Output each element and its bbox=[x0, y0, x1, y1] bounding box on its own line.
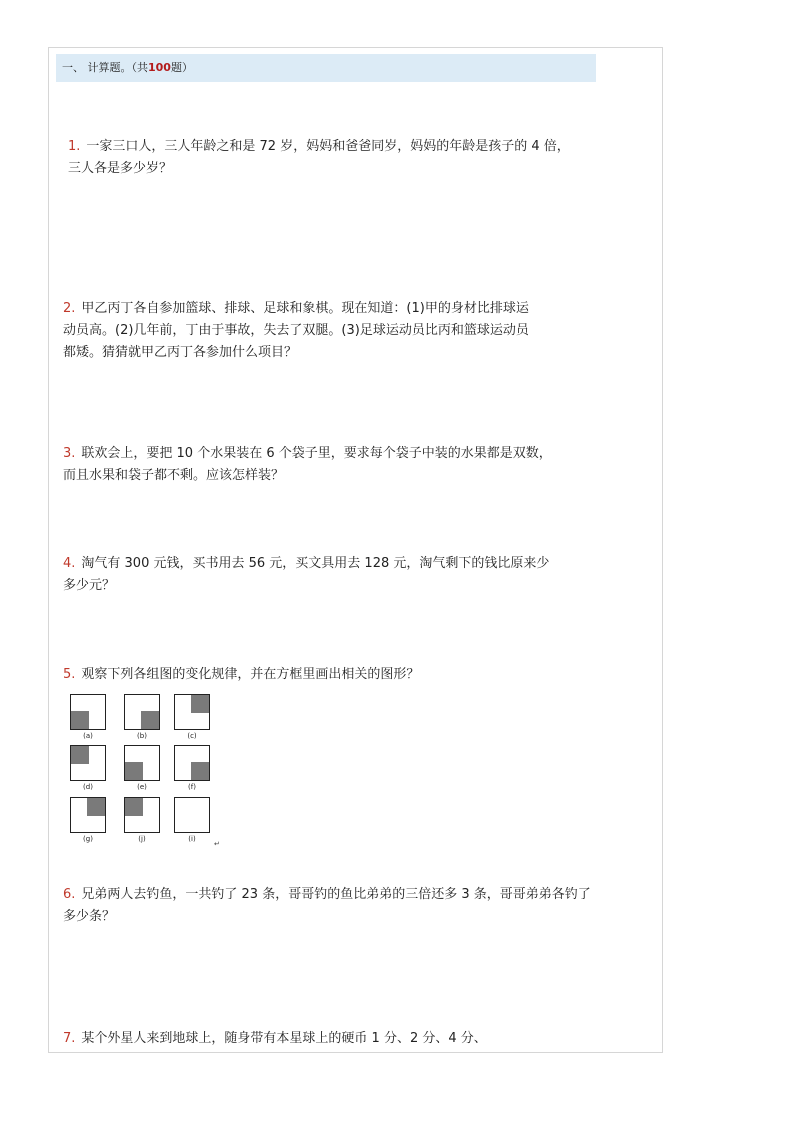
question-text-line: 都矮。猜猜就甲乙丙丁各参加什么项目？ bbox=[63, 345, 298, 360]
pattern-square bbox=[70, 694, 106, 730]
section-header-prefix: 一、 计算题。（共 bbox=[62, 61, 148, 74]
question-1 bbox=[68, 136, 570, 180]
question-number: 3. bbox=[63, 446, 76, 461]
figure-caption: (g) bbox=[83, 835, 93, 843]
question-text-line: 多少条？ bbox=[63, 909, 116, 924]
question-number: 7. bbox=[63, 1031, 76, 1046]
shaded-corner bbox=[71, 746, 89, 764]
question-6 bbox=[63, 884, 591, 928]
section-header bbox=[56, 54, 596, 82]
shaded-corner bbox=[87, 798, 105, 816]
shaded-corner bbox=[191, 762, 209, 780]
figure-caption: (b) bbox=[137, 732, 147, 740]
section-header-suffix: 题） bbox=[170, 61, 193, 74]
figure-caption: (e) bbox=[137, 783, 147, 791]
question-count: 100 bbox=[148, 61, 171, 74]
pattern-square bbox=[174, 745, 210, 781]
figure-caption: (a) bbox=[83, 732, 93, 740]
question-text-line: 某个外星人来到地球上，随身带有本星球上的硬币 1 分、2 分、4 分、 bbox=[81, 1031, 487, 1046]
question-5 bbox=[63, 664, 419, 686]
shaded-corner bbox=[125, 798, 143, 816]
shaded-corner bbox=[141, 711, 159, 729]
shaded-corner bbox=[71, 711, 89, 729]
question-number: 6. bbox=[63, 887, 76, 902]
figure-caption: (i) bbox=[188, 835, 196, 843]
question-text-line: 联欢会上，要把 10 个水果装在 6 个袋子里，要求每个袋子中装的水果都是双数， bbox=[81, 446, 552, 461]
question-2 bbox=[63, 298, 529, 364]
shaded-corner bbox=[191, 695, 209, 713]
pattern-square bbox=[174, 694, 210, 730]
question-text-line: 兄弟两人去钓鱼，一共钓了 23 条，哥哥钓的鱼比弟弟的三倍还多 3 条，哥哥弟弟各钓了 bbox=[81, 887, 591, 902]
question-text-line: 而且水果和袋子都不剩。应该怎样装？ bbox=[63, 468, 285, 483]
answer-box bbox=[174, 797, 210, 833]
pattern-figure bbox=[68, 692, 218, 852]
question-text-line: 三人各是多少岁？ bbox=[68, 161, 173, 176]
pattern-square bbox=[70, 797, 106, 833]
question-number: 2. bbox=[63, 301, 76, 316]
figure-caption: (f) bbox=[188, 783, 196, 791]
question-text-line: 淘气有 300 元钱，买书用去 56 元，买文具用去 128 元，淘气剩下的钱比原来少 bbox=[81, 556, 550, 571]
question-text-line: 观察下列各组图的变化规律，并在方框里画出相关的图形？ bbox=[81, 667, 420, 682]
question-text-line: 一家三口人，三人年龄之和是 72 岁，妈妈和爸爸同岁，妈妈的年龄是孩子的 4 倍， bbox=[86, 139, 570, 154]
pattern-square bbox=[70, 745, 106, 781]
question-4 bbox=[63, 553, 549, 597]
pattern-square bbox=[124, 745, 160, 781]
figure-caption: (c) bbox=[187, 732, 197, 740]
figure-caption: (d) bbox=[83, 783, 93, 791]
shaded-corner bbox=[125, 762, 143, 780]
pattern-square bbox=[124, 694, 160, 730]
paragraph-mark: ↵ bbox=[214, 840, 220, 848]
question-text-line: 甲乙丙丁各自参加篮球、排球、足球和象棋。现在知道：(1)甲的身材比排球运 bbox=[81, 301, 529, 316]
question-number: 4. bbox=[63, 556, 76, 571]
question-text-line: 多少元？ bbox=[63, 578, 116, 593]
pattern-square bbox=[124, 797, 160, 833]
figure-caption: (j) bbox=[138, 835, 146, 843]
question-7 bbox=[63, 1028, 487, 1050]
question-3 bbox=[63, 443, 552, 487]
question-text-line: 动员高。(2)几年前，丁由于事故，失去了双腿。(3)足球运动员比丙和篮球运动员 bbox=[63, 323, 529, 338]
question-number: 5. bbox=[63, 667, 76, 682]
question-number: 1. bbox=[68, 139, 81, 154]
